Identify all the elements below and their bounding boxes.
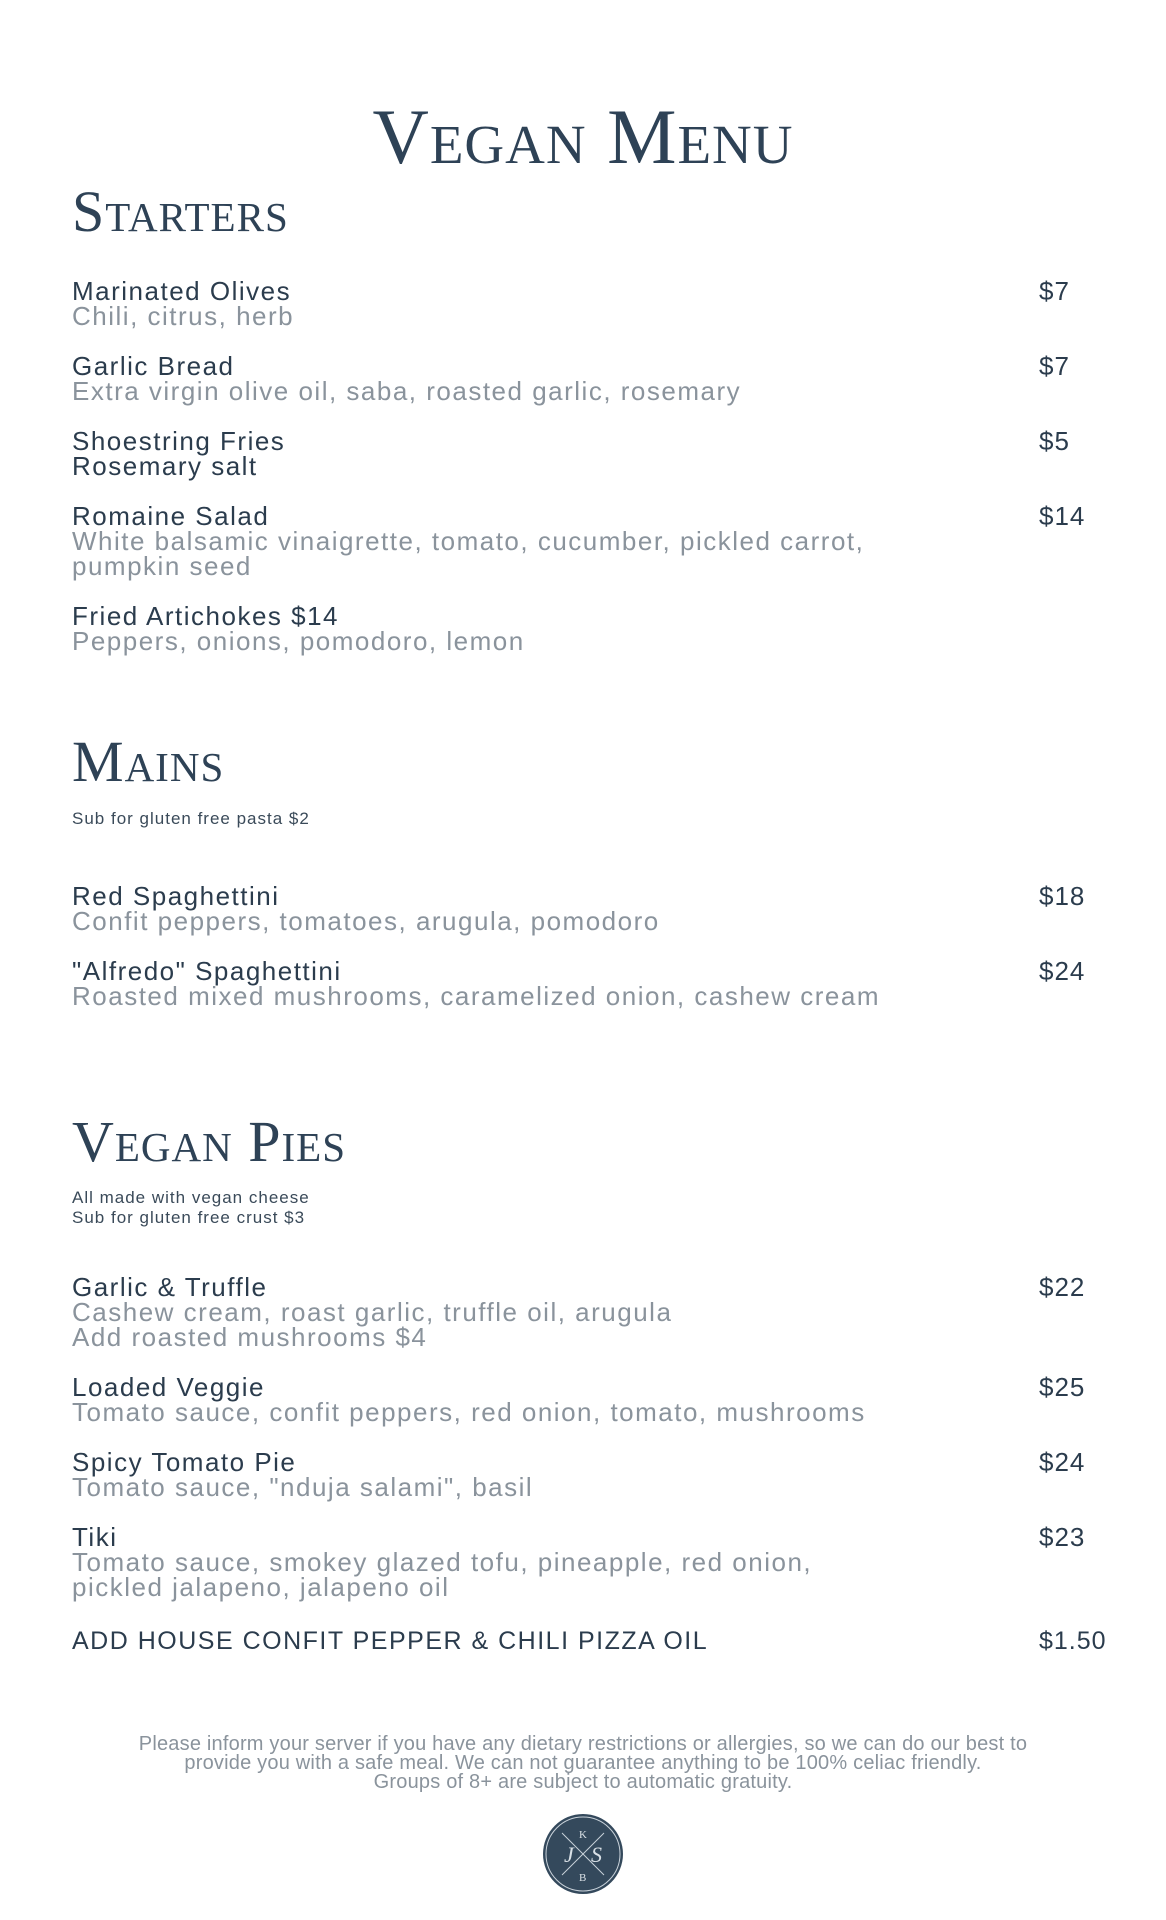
- item-name: Fried Artichokes $14: [72, 601, 340, 631]
- pizza-oil-addon: [72, 1627, 1122, 1656]
- menu-item: [72, 601, 1102, 656]
- logo-letter-b: B: [579, 1872, 587, 1884]
- item-name: Red Spaghettini: [72, 881, 280, 911]
- section-title-mains: Mains: [72, 729, 225, 794]
- item-price: $22: [1039, 1272, 1086, 1302]
- addon-label: ADD HOUSE CONFIT PEPPER & CHILI PIZZA OIL: [72, 1627, 709, 1655]
- section-note-line: Sub for gluten free crust $3: [72, 1208, 306, 1227]
- item-name: Loaded Veggie: [72, 1372, 266, 1402]
- item-name: Tiki: [72, 1522, 118, 1552]
- menu-item: [72, 881, 1102, 936]
- item-description: Roasted mixed mushrooms, caramelized onion, cashew cream: [72, 981, 880, 1011]
- item-description: Cashew cream, roast garlic, truffle oil, arugula: [72, 1297, 673, 1327]
- item-description: Extra virgin olive oil, saba, roasted garlic, rosemary: [72, 376, 742, 406]
- item-description: Peppers, onions, pomodoro, lemon: [72, 626, 525, 656]
- item-description: Tomato sauce, confit peppers, red onion, tomato, mushrooms: [72, 1397, 866, 1427]
- item-price: $18: [1039, 881, 1086, 911]
- logo-letter-s: S: [591, 1842, 602, 1867]
- item-name: Spicy Tomato Pie: [72, 1447, 297, 1477]
- menu-item: [72, 501, 1102, 581]
- item-name: Marinated Olives: [72, 276, 292, 306]
- menu-item: [72, 1447, 1102, 1502]
- menu-item: [72, 1272, 1102, 1352]
- restaurant-logo-icon: [542, 1813, 624, 1895]
- dietary-notice: [0, 1735, 1166, 1792]
- menu-item: [72, 276, 1102, 331]
- item-price: $25: [1039, 1372, 1086, 1402]
- item-price: $24: [1039, 1447, 1086, 1477]
- menu-item: [72, 956, 1102, 1011]
- section-title-vegan-pies: Vegan Pies: [72, 1109, 347, 1174]
- gratuity-notice: Groups of 8+ are subject to automatic gratuity.: [373, 1771, 793, 1793]
- item-description-continued: pickled jalapeno, jalapeno oil: [72, 1572, 450, 1602]
- item-description: Chili, citrus, herb: [72, 301, 295, 331]
- item-description: Tomato sauce, "nduja salami", basil: [72, 1472, 534, 1502]
- dietary-notice-line: Please inform your server if you have any dietary restrictions or allergies, so we can do our best to: [138, 1733, 1028, 1755]
- item-description: Confit peppers, tomatoes, arugula, pomodoro: [72, 906, 660, 936]
- item-description: White balsamic vinaigrette, tomato, cucumber, pickled carrot,: [72, 526, 865, 556]
- menu-item: [72, 351, 1102, 406]
- item-price: $23: [1039, 1522, 1086, 1552]
- logo-letter-k: K: [579, 1829, 587, 1841]
- addon-price: $1.50: [1039, 1627, 1107, 1655]
- item-name: Garlic & Truffle: [72, 1272, 268, 1302]
- item-price: $24: [1039, 956, 1086, 986]
- item-price: $14: [1039, 501, 1086, 531]
- logo-letter-j: J: [564, 1842, 574, 1867]
- item-price: $7: [1039, 276, 1070, 306]
- menu-item: [72, 426, 1102, 481]
- section-note: Sub for gluten free pasta $2: [72, 809, 310, 828]
- item-addon-note: Add roasted mushrooms $4: [72, 1322, 428, 1352]
- item-description-continued: pumpkin seed: [72, 551, 252, 581]
- item-name: Shoestring Fries: [72, 426, 286, 456]
- section-note-line: All made with vegan cheese: [72, 1188, 310, 1207]
- item-name: Romaine Salad: [72, 501, 270, 531]
- item-name: Garlic Bread: [72, 351, 235, 381]
- menu-item: [72, 1372, 1102, 1427]
- item-description: Rosemary salt: [72, 451, 258, 481]
- dietary-notice-line: provide you with a safe meal. We can not guarantee anything to be 100% celiac friendly.: [184, 1752, 982, 1774]
- section-note: [72, 1188, 310, 1228]
- menu-title: Vegan Menu: [372, 93, 794, 180]
- item-price: $5: [1039, 426, 1070, 456]
- section-title-starters: Starters: [72, 179, 289, 244]
- item-price: $7: [1039, 351, 1070, 381]
- item-description: Tomato sauce, smokey glazed tofu, pineapple, red onion,: [72, 1547, 813, 1577]
- item-name: "Alfredo" Spaghettini: [72, 956, 342, 986]
- menu-item: [72, 1522, 1102, 1602]
